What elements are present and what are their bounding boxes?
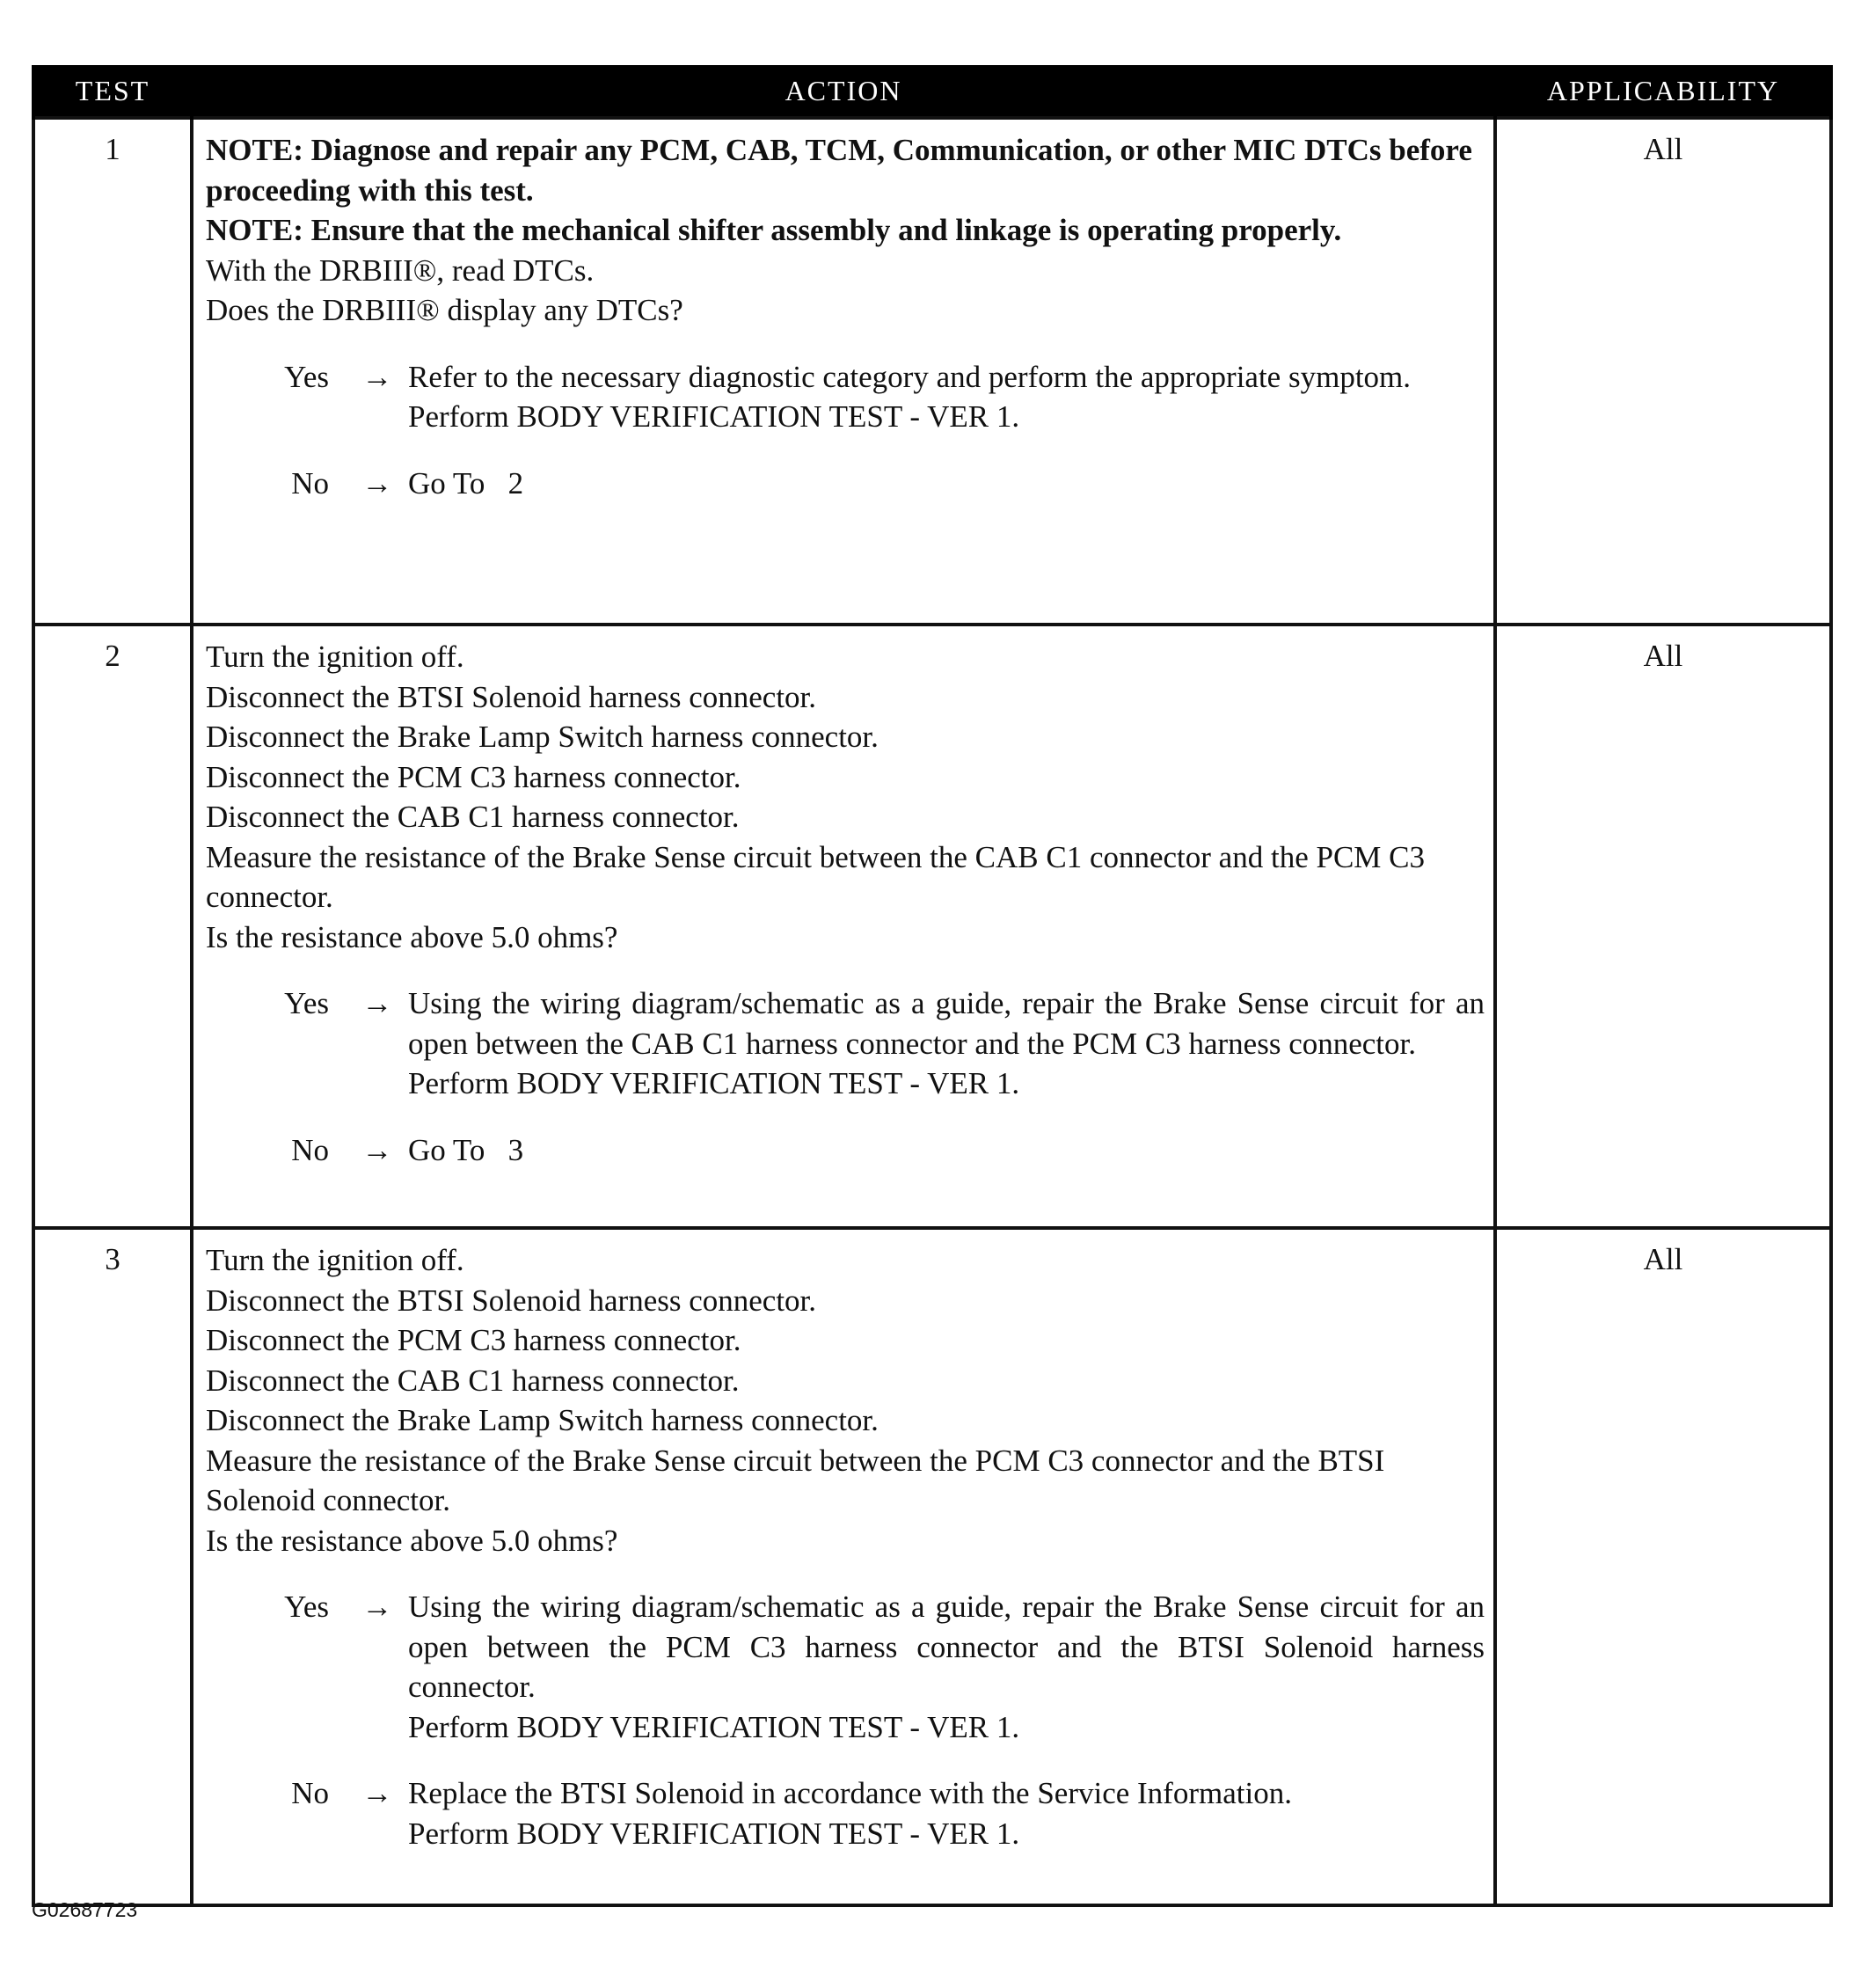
right-arrow-icon: → xyxy=(361,1590,393,1624)
yes-label: Yes xyxy=(284,359,329,394)
step-text: Disconnect the PCM C3 harness connector. xyxy=(206,1323,741,1357)
yes-result xyxy=(408,357,1485,437)
applicability-value: All xyxy=(1495,1228,1831,1905)
no-result xyxy=(408,464,1485,504)
table-row xyxy=(33,118,1831,625)
result-text: Perform BODY VERIFICATION TEST - VER 1. xyxy=(408,1709,1020,1744)
no-label: No xyxy=(291,1132,329,1167)
result-text: Perform BODY VERIFICATION TEST - VER 1. xyxy=(408,1816,1020,1851)
yes-branch xyxy=(206,357,1485,437)
right-arrow-icon: → xyxy=(361,465,393,501)
action-steps xyxy=(206,637,1485,957)
action-steps xyxy=(206,1240,1485,1560)
action-cell xyxy=(192,1228,1495,1905)
header-action: ACTION xyxy=(192,65,1495,118)
no-branch xyxy=(206,1773,1485,1853)
step-text: Disconnect the PCM C3 harness connector. xyxy=(206,759,741,794)
right-arrow-icon: → xyxy=(361,1132,393,1167)
step-text: Disconnect the Brake Lamp Switch harness connector. xyxy=(206,720,879,754)
table-row xyxy=(33,1228,1831,1905)
note-text: NOTE: Diagnose and repair any PCM, CAB, TCM, Communication, or other MIC DTCs before proceeding with this test. xyxy=(206,133,1472,208)
result-text: Refer to the necessary diagnostic category and perform the appropriate symptom. xyxy=(408,359,1412,394)
step-text: Disconnect the CAB C1 harness connector. xyxy=(206,1363,740,1398)
figure-id: G02687723 xyxy=(32,1898,138,1921)
yes-label: Yes xyxy=(284,986,329,1020)
result-text: Using the wiring diagram/schematic as a guide, repair the Brake Sense circuit for an open between the PCM C3 harness connector and the BTSI Solenoid harness connector. xyxy=(408,1590,1485,1704)
result-text: Go To 2 xyxy=(408,465,524,501)
right-arrow-icon: → xyxy=(361,986,393,1020)
header-applicability: APPLICABILITY xyxy=(1495,65,1831,118)
result-text: Using the wiring diagram/schematic as a guide, repair the Brake Sense circuit for an open between the CAB C1 harness connector and the PCM C3 harness connector. xyxy=(408,986,1485,1061)
table-header-row xyxy=(33,65,1831,118)
no-branch xyxy=(206,1130,1485,1171)
result-text: Perform BODY VERIFICATION TEST - VER 1. xyxy=(408,1066,1020,1100)
step-text: Disconnect the Brake Lamp Switch harness connector. xyxy=(206,1403,879,1437)
yes-result xyxy=(408,1587,1485,1747)
no-label: No xyxy=(291,1776,329,1810)
step-text: Turn the ignition off. xyxy=(206,1243,464,1277)
yes-result xyxy=(408,983,1485,1104)
step-text: Measure the resistance of the Brake Sense circuit between the CAB C1 connector and the PCM C3 connector. xyxy=(206,839,1426,914)
right-arrow-icon: → xyxy=(361,359,393,394)
note-text: NOTE: Ensure that the mechanical shifter assembly and linkage is operating properly. xyxy=(206,213,1342,247)
step-text: Does the DRBIII® display any DTCs? xyxy=(206,293,683,327)
diagnostic-test-table xyxy=(32,65,1833,1907)
step-text: Measure the resistance of the Brake Sense circuit between the PCM C3 connector and the BTSI Solenoid connector. xyxy=(206,1443,1385,1517)
step-text: Is the resistance above 5.0 ohms? xyxy=(206,919,618,954)
test-number: 3 xyxy=(33,1228,192,1905)
yes-branch xyxy=(206,1587,1485,1747)
applicability-value: All xyxy=(1495,118,1831,625)
step-text: Is the resistance above 5.0 ohms? xyxy=(206,1523,618,1558)
step-text: With the DRBIII®, read DTCs. xyxy=(206,252,595,288)
action-cell xyxy=(192,625,1495,1228)
test-number: 1 xyxy=(33,118,192,625)
result-text: Perform BODY VERIFICATION TEST - VER 1. xyxy=(408,399,1020,434)
yes-branch xyxy=(206,983,1485,1104)
action-steps xyxy=(206,130,1485,331)
no-result xyxy=(408,1130,1485,1171)
header-test: TEST xyxy=(33,65,192,118)
no-branch xyxy=(206,464,1485,504)
yes-label: Yes xyxy=(284,1590,329,1624)
no-label: No xyxy=(291,465,329,501)
table-row xyxy=(33,625,1831,1228)
no-result xyxy=(408,1773,1485,1853)
test-number: 2 xyxy=(33,625,192,1228)
step-text: Disconnect the BTSI Solenoid harness connector. xyxy=(206,1283,817,1318)
result-text: Replace the BTSI Solenoid in accordance with the Service Information. xyxy=(408,1776,1292,1810)
step-text: Disconnect the BTSI Solenoid harness connector. xyxy=(206,679,817,714)
step-text: Disconnect the CAB C1 harness connector. xyxy=(206,800,740,834)
action-cell xyxy=(192,118,1495,625)
step-text: Turn the ignition off. xyxy=(206,640,464,674)
right-arrow-icon: → xyxy=(361,1776,393,1810)
result-text: Go To 3 xyxy=(408,1132,524,1167)
applicability-value: All xyxy=(1495,625,1831,1228)
